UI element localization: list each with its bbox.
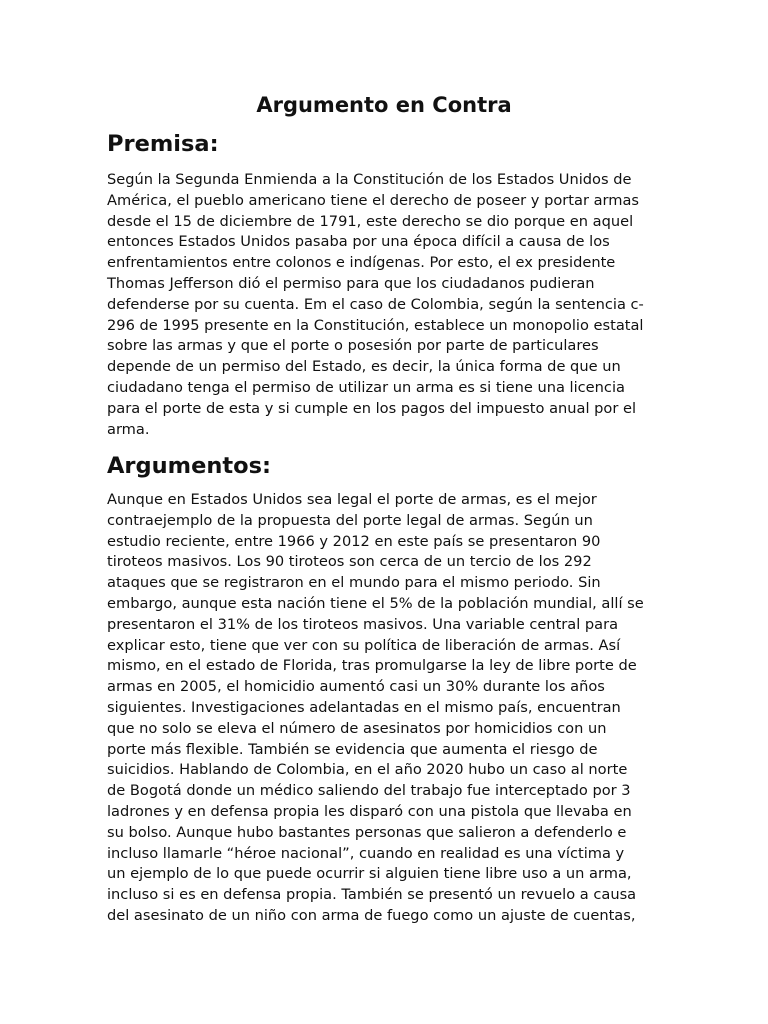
paragraph-line: para el porte de esta y si cumple en los pagos del impuesto anual por el bbox=[107, 399, 637, 417]
argumentos-paragraph bbox=[107, 490, 644, 927]
paragraph-line: del asesinato de un niño con arma de fuego como un ajuste de cuentas, bbox=[107, 906, 636, 924]
paragraph-line: armas en 2005, el homicidio aumentó casi un 30% durante los años bbox=[107, 678, 605, 696]
paragraph-line: ciudadano tenga el permiso de utilizar un arma es si tiene una licencia bbox=[107, 378, 625, 396]
paragraph-line: embargo, aunque esta nación tiene el 5% de la población mundial, allí se bbox=[107, 594, 644, 612]
paragraph-line: contraejemplo de la propuesta del porte legal de armas. Según un bbox=[107, 511, 593, 529]
paragraph-line: un ejemplo de lo que puede ocurrir si alguien tiene libre uso a un arma, bbox=[107, 865, 632, 883]
paragraph-line: de Bogotá donde un médico saliendo del trabajo fue interceptado por 3 bbox=[107, 782, 631, 800]
paragraph-line: depende de un permiso del Estado, es decir, la única forma de que un bbox=[107, 358, 621, 376]
paragraph-line: desde el 15 de diciembre de 1791, este derecho se dio porque en aquel bbox=[107, 212, 634, 230]
argumentos-heading: Argumentos: bbox=[107, 453, 271, 479]
paragraph-line: suicidios. Hablando de Colombia, en el año 2020 hubo un caso al norte bbox=[107, 761, 628, 779]
paragraph-line: presentaron el 31% de los tiroteos masivos. Una variable central para bbox=[107, 615, 619, 633]
paragraph-line: enfrentamientos entre colonos e indígenas. Por esto, el ex presidente bbox=[107, 254, 616, 272]
paragraph-line: siguientes. Investigaciones adelantadas en el mismo país, encuentran bbox=[107, 698, 621, 716]
paragraph-line: su bolso. Aunque hubo bastantes personas que salieron a defenderlo e bbox=[107, 823, 627, 841]
paragraph-line: incluso llamarle “héroe nacional”, cuando en realidad es una víctima y bbox=[107, 844, 625, 862]
paragraph-line: arma. bbox=[107, 420, 150, 438]
paragraph-line: tiroteos masivos. Los 90 tiroteos son cerca de un tercio de los 292 bbox=[107, 553, 592, 571]
paragraph-line: Aunque en Estados Unidos sea legal el porte de armas, es el mejor bbox=[107, 491, 597, 508]
paragraph-line: defenderse por su cuenta. Em el caso de Colombia, según la sentencia c- bbox=[107, 295, 644, 313]
paragraph-line: Según la Segunda Enmienda a la Constitución de los Estados Unidos de bbox=[107, 171, 632, 188]
paragraph-line: mismo, en el estado de Florida, tras promulgarse la ley de libre porte de bbox=[107, 657, 637, 675]
paragraph-line: sobre las armas y que el porte o posesión por parte de particulares bbox=[107, 337, 599, 355]
paragraph-line: entonces Estados Unidos pasaba por una época difícil a causa de los bbox=[107, 233, 610, 251]
document-title: Argumento en Contra bbox=[256, 93, 512, 117]
paragraph-line: porte más flexible. También se evidencia que aumenta el riesgo de bbox=[107, 740, 598, 758]
paragraph-line: explicar esto, tiene que ver con su política de liberación de armas. Así bbox=[107, 636, 621, 654]
paragraph-line: ladrones y en defensa propia les disparó con una pistola que llevaba en bbox=[107, 802, 632, 820]
paragraph-line: América, el pueblo americano tiene el derecho de poseer y portar armas bbox=[107, 191, 640, 209]
paragraph-line: Thomas Jefferson dió el permiso para que los ciudadanos pudieran bbox=[107, 274, 595, 292]
paragraph-line: incluso si es en defensa propia. También se presentó un revuelo a causa bbox=[107, 886, 637, 904]
paragraph-line: que no solo se eleva el número de asesinatos por homicidios con un bbox=[107, 719, 607, 737]
paragraph-line: ataques que se registraron en el mundo para el mismo periodo. Sin bbox=[107, 574, 601, 592]
premisa-heading: Premisa: bbox=[107, 131, 219, 157]
paragraph-line: 296 de 1995 presente en la Constitución, establece un monopolio estatal bbox=[107, 316, 644, 334]
paragraph-line: estudio reciente, entre 1966 y 2012 en este país se presentaron 90 bbox=[107, 532, 601, 550]
premisa-paragraph bbox=[107, 170, 644, 440]
